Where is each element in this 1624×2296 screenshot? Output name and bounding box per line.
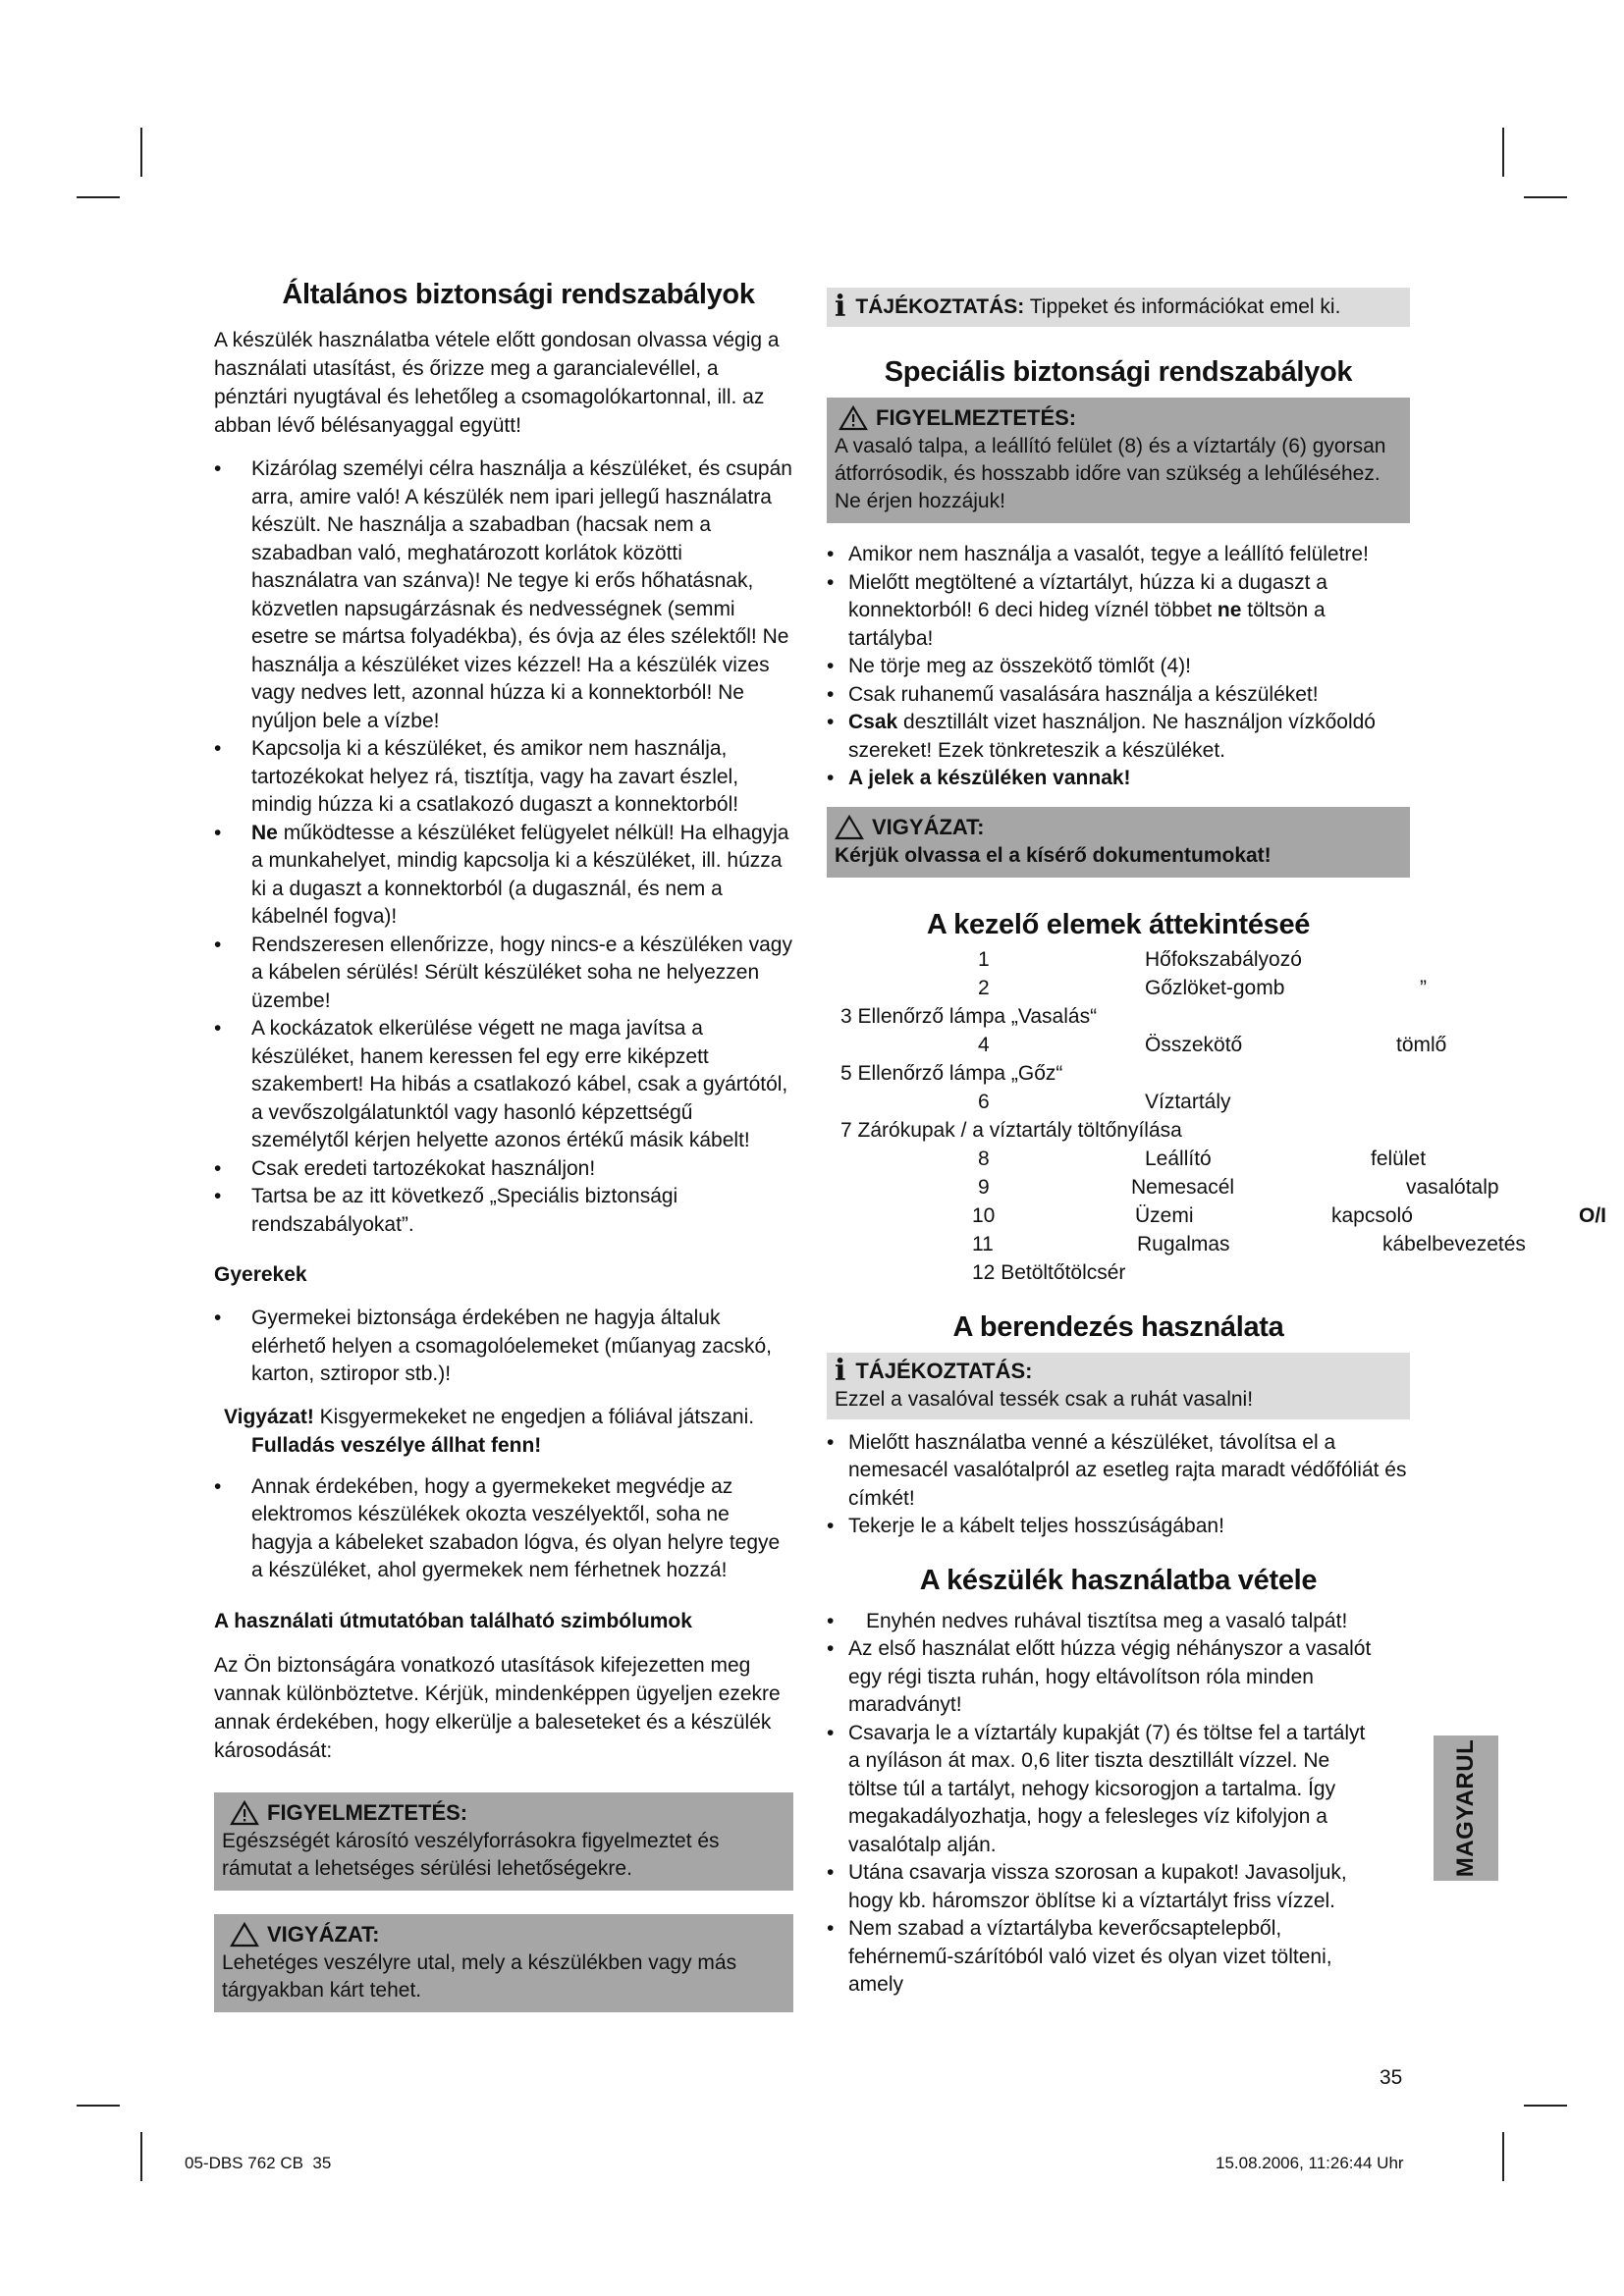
control-row: 4 Összekötő tömlő <box>978 1033 1447 1056</box>
list-item: • Ne működtesse a készüléket felügyelet nélkül! Ha elhagyja a munkahelyet, mindig kapcsolja ki a készüléket, ill. húzza ki a dugaszt a konnektorból (a dugasznál, és nem a kábelnél fogva)! <box>214 821 789 928</box>
caution-box <box>214 1914 793 2012</box>
info-box <box>827 288 1410 327</box>
footer-right: 15.08.2006, 11:26:44 Uhr <box>1216 2154 1404 2172</box>
bullet: • <box>827 570 835 594</box>
special-warning-box <box>827 398 1410 523</box>
warning-triangle-icon <box>839 405 868 431</box>
list-item: • Tekerje le a kábelt teljes hosszúságában! <box>827 1513 1410 1541</box>
bullet: • <box>827 767 835 789</box>
crop-mark <box>77 2105 120 2107</box>
use-info-box <box>827 1353 1410 1419</box>
bullet: • <box>214 1185 222 1207</box>
control-row: 5 Ellenőrző lámpa „Gőz“ <box>840 1061 1063 1085</box>
crop-mark <box>140 2132 142 2181</box>
list-item: • Rendszeresen ellenőrizze, hogy nincs-e a készüléken vagy a kábelen sérülés! Sérült készüléket soha ne helyezzen üzembe! <box>214 933 792 1012</box>
control-row: 10 Üzemi kapcsoló O/I <box>972 1203 1607 1227</box>
list-item: • Kizárólag személyi célra használja a készüléket, és csupán arra, amire való! A készülék nem ipari jellegű használatra készült. Ne használja a szabadban (hacsak nem a szabadban való, meghatározott korlátok közötti használatra van szánva)! Ne tegye ki erős hőhatásnak, közvetlen napsugárzásnak és nedvességnek (semmi esetre se mártsa folyadékba), és óvja az éles szélektől! Ne használja a készüléket vizes kézzel! Ha a készülék vizes vagy nedves lett, azonnal húzza ki a konnektorból! Ne nyúljon bele a vízbe! <box>214 457 792 732</box>
warning-title: FIGYELMEZTETÉS: <box>267 1799 468 1825</box>
bullet: • <box>214 933 222 956</box>
special-bullet-list <box>827 541 1410 793</box>
control-row: 6 Víztartály <box>978 1090 1231 1113</box>
bullet: • <box>214 821 222 844</box>
list-item: • Kapcsolja ki a készüléket, és amikor nem használja, tartozékokat helyez rá, tisztítja, vagy ha zavart észlel, mindig húzza ki a csatlakozó dugaszt a konnektorból! <box>214 737 739 816</box>
list-item: • Tartsa be az itt következő „Speciális biztonsági rendszabályokat”. <box>214 1185 678 1236</box>
bullet: • <box>827 1861 835 1884</box>
caution-title: VIGYÁZAT: <box>267 1921 380 1947</box>
list-item: • Utána csavarja vissza szorosan a kupakot! Javasoljuk, hogy kb. háromszor öblítse ki a víztartályt friss vízzel. <box>827 1861 1347 1912</box>
bullet: • <box>827 1515 835 1537</box>
info-icon: i <box>835 1353 846 1388</box>
bullet: • <box>214 1156 222 1180</box>
bullet: • <box>827 711 835 733</box>
control-row: 11 Rugalmas kábelbevezetés <box>972 1232 1526 1255</box>
caution-triangle-icon <box>230 1922 259 1948</box>
warning-box <box>214 1792 793 1891</box>
crop-mark <box>140 128 142 177</box>
control-row: 3 Ellenőrző lámpa „Vasalás“ <box>840 1004 1098 1028</box>
bullet: • <box>827 1637 835 1660</box>
footer-left: 05-DBS 762 CB 35 <box>185 2154 332 2172</box>
controls-title: A kezelő elemek áttekintéseé <box>926 908 1311 940</box>
vigyazat-note: Vigyázat! Kisgyermekeket ne engedjen a fóliával játszani. Fulladás veszélye állhat fenn! <box>224 1405 755 1457</box>
caution-triangle-icon <box>835 815 864 840</box>
intro-paragraph: A készülék használatba vétele előtt gondosan olvassa végig a használati utasítást, és őrizze meg a garancialevéllel, a pénztári nyugtával és lehetőleg a csomagolókartonnal, ill. az abban lévő bélésanyaggal együtt! <box>214 329 780 437</box>
safety-bullet-list <box>214 455 793 1239</box>
special-caution-box <box>827 807 1410 878</box>
use-title: A berendezés használata <box>952 1310 1284 1343</box>
left-column <box>214 277 793 2012</box>
crop-mark <box>77 196 120 198</box>
bullet: • <box>827 543 835 565</box>
bullet: • <box>827 1430 835 1454</box>
warning-text: Egészségét károsító veszélyforrásokra figyelmeztet és rámutat a lehetséges sérülési lehetőségekre. <box>222 1829 720 1880</box>
list-item: • Csavarja le a víztartály kupakját (7) és töltse fel a tartályt a nyíláson át max. 0,6 liter tiszta desztillált vízzel. Ne töltse túl a tartályt, nehogy kicsorogjon a tartalma. Így megakadályozhatja, hogy a felesleges víz kifolyjon a vasalótalp alján. <box>827 1721 1366 1856</box>
list-item: • Mielőtt használatba venné a készüléket, távolítsa el a nemesacél vasalótalpról az esetleg rajta maradt védőfóliát és címkét! <box>827 1430 1407 1510</box>
list-item: • Nem szabad a víztartályba keverőcsaptelepből, fehérnemű-szárítóból való vizet és olyan vizet tölteni, amely <box>827 1917 1332 1996</box>
bullet: • <box>827 1721 835 1744</box>
list-item: • Csak eredeti tartozékokat használjon! <box>214 1155 793 1184</box>
start-bullet-list <box>827 1608 1377 2000</box>
control-row: 7 Zárókupak / a víztartály töltőnyílása <box>840 1118 1182 1142</box>
special-safety-title: Speciális biztonsági rendszabályok <box>884 356 1353 388</box>
special-warning-title: FIGYELMEZTETÉS: <box>876 405 1077 430</box>
general-safety-title: Általános biztonsági rendszabályok <box>282 279 755 310</box>
language-tab-label: MAGYARUL <box>1452 1738 1479 1878</box>
bullet: • <box>827 1609 835 1632</box>
kids-bullet-list <box>214 1305 793 1389</box>
controls-list <box>840 947 1607 1290</box>
bullet: • <box>214 457 222 480</box>
use-info-text: Ezzel a vasalóval tessék csak a ruhát vasalni! <box>835 1387 1254 1411</box>
special-warning-text: A vasaló talpa, a leállító felület (8) és a víztartály (6) gyorsan átforrósodik, és hosszabb időre van szükség a lehűléséhez. Ne érjen hozzájuk! <box>835 435 1386 512</box>
warning-triangle-icon <box>230 1800 259 1826</box>
start-title: A készülék használatba vétele <box>919 1564 1318 1596</box>
list-item: • Ne törje meg az összekötő tömlőt (4)! <box>827 653 1410 681</box>
bullet: • <box>214 1307 222 1329</box>
control-row: 8 Leállító felület <box>978 1147 1427 1170</box>
list-item: • A kockázatok elkerülése végett ne maga javítsa a készüléket, hanem keressen fel egy erre kiképzett szakembert! Ha hibás a csatlakozó kábel, csak a gyártótól, a vevőszolgálatunktól vagy hasonló képzettségű személytől kérjen helyette azonos értékű másik kábelt! <box>214 1017 788 1151</box>
special-caution-text: Kérjük olvassa el a kísérő dokumentumokat! <box>835 843 1272 867</box>
list-item: • Csak desztillált vizet használjon. Ne használjon vízkőoldó szereket! Ezek tönkreteszik a készüléket. <box>827 711 1376 762</box>
crop-mark <box>1524 196 1567 198</box>
list-item: • Amikor nem használja a vasalót, tegye a leállító felületre! <box>827 541 1410 569</box>
kids-bullet-list-2 <box>214 1473 793 1585</box>
use-info-label: TÁJÉKOZTATÁS: <box>855 1358 1033 1383</box>
crop-mark <box>1502 2132 1504 2181</box>
symbols-heading: A használati útmutatóban található szimbólumok <box>214 1609 692 1632</box>
crop-mark <box>1524 2105 1567 2107</box>
bullet: • <box>827 682 835 706</box>
list-item: • A jelek a készüléken vannak! <box>827 765 1410 793</box>
info-label: TÁJÉKOZTATÁS: <box>855 295 1025 318</box>
bullet: • <box>827 655 835 677</box>
special-caution-title: VIGYÁZAT: <box>872 814 985 839</box>
list-item: • Az első használat előtt húzza végig néhányszor a vasalót egy régi tiszta ruhán, hogy eltávolítson róla minden maradványt! <box>827 1637 1372 1716</box>
bullet: • <box>214 737 222 760</box>
list-item: • Annak érdekében, hogy a gyermekeket megvédje az elektromos készülékek okozta veszélyektől, soha ne hagyja a kábeleket szabadon lógva, és olyan helyre tegye a készüléket, ahol gyermekek nem férhetnek hozzá! <box>214 1474 781 1581</box>
control-row: 2 Gőzlöket-gomb ” <box>978 976 1427 999</box>
list-item: • Enyhén nedves ruhával tisztítsa meg a vasaló talpát! <box>827 1608 1377 1636</box>
control-row: 12 Betöltőtölcsér <box>972 1260 1126 1284</box>
caution-text: Lehetéges veszélyre utal, mely a készülékben vagy más tárgyakban kárt tehet. <box>222 1950 737 2002</box>
control-row: 1 Hőfokszabályozó <box>978 947 1302 971</box>
use-bullet-list <box>827 1429 1410 1541</box>
bullet: • <box>214 1017 222 1040</box>
bullet: • <box>827 1917 835 1940</box>
list-item: • Mielőtt megtöltené a víztartályt, húzza ki a dugaszt a konnektorból! 6 deci hideg víznél többet ne töltsön a tartályba! <box>827 570 1327 650</box>
symbols-paragraph: Az Ön biztonságára vonatkozó utasítások kifejezetten meg vannak különböztetve. Kérjük, mindenképpen ügyeljen ezekre annak érdekében, hogy elkerülje a baleseteket és a készülék károsodását: <box>214 1653 781 1762</box>
list-item: • Csak ruhanemű vasalására használja a készüléket! <box>827 681 1410 710</box>
control-row: 9 Nemesacél vasalótalp <box>978 1175 1499 1199</box>
page-number: 35 <box>1380 2066 1403 2089</box>
bullet: • <box>214 1474 222 1498</box>
crop-mark <box>1502 128 1504 177</box>
language-tab <box>1434 1735 1498 1881</box>
list-item: • Gyermekei biztonsága érdekében ne hagyja általuk elérhető helyen a csomagolóelemeket (műanyag zacskó, karton, sztiropor stb.)! <box>214 1307 772 1385</box>
info-text: Tippeket és információkat emel ki. <box>1024 295 1341 318</box>
info-icon: i <box>835 290 846 324</box>
kids-heading: Gyerekek <box>214 1263 307 1286</box>
